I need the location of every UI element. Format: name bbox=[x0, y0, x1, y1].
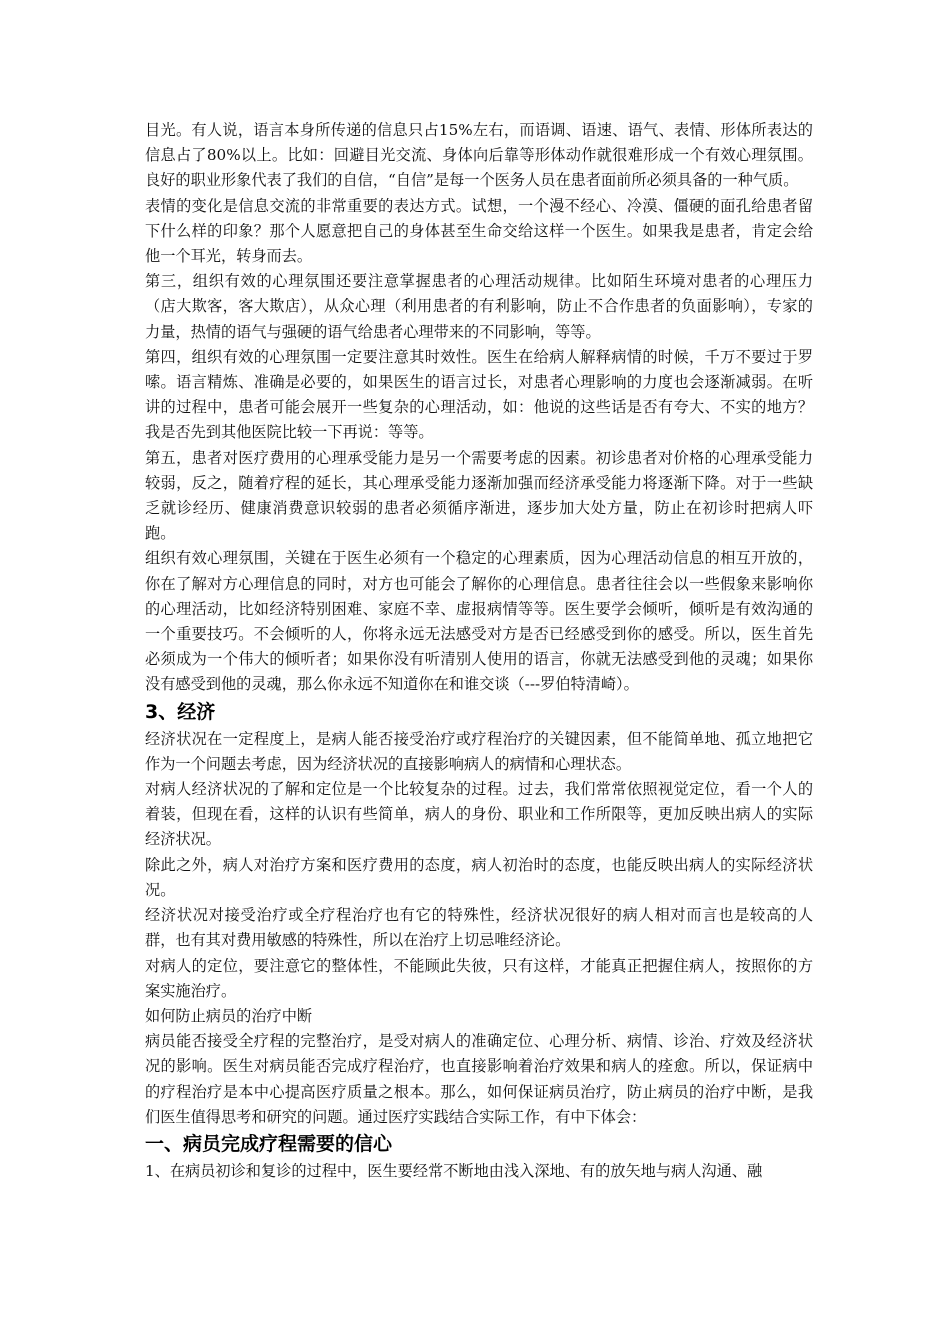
paragraph: 对病人的定位，要注意它的整体性，不能顾此失彼，只有这样，才能真正把握住病人，按照你的方案实施治疗。 bbox=[145, 956, 813, 1000]
section-heading-economy: 3、经济 bbox=[145, 700, 216, 723]
paragraph: 经济状况在一定程度上，是病人能否接受治疗或疗程治疗的关键因素，但不能简单地、孤立地把它作为一个问题去考虑，因为经济状况的直接影响病人的病情和心理状态。 bbox=[145, 729, 813, 773]
paragraph: 对病人经济状况的了解和定位是一个比较复杂的过程。过去，我们常常依照视觉定位，看一个人的着装，但现在看，这样的认识有些简单，病人的身份、职业和工作所限等，更加反映出病人的实际经济状况。 bbox=[145, 780, 813, 849]
paragraph: 目光。有人说，语言本身所传递的信息只占15%左右，而语调、语速、语气、表情、形体所表达的信息占了80%以上。比如：回避目光交流、身体向后靠等形体动作就很难形成一个有效心理氛围。良好的职业形象代表了我们的自信，“自信”是每一个医务人员在患者面前所必须具备的一种气质。 bbox=[145, 121, 813, 190]
paragraph: 第五，患者对医疗费用的心理承受能力是另一个需要考虑的因素。初诊患者对价格的心理承受能力较弱，反之，随着疗程的延长，其心理承受能力逐渐加强而经济承受能力将逐渐下降。对于一些缺乏就诊经历、健康消费意识较弱的患者必须循序渐进，逐步加大处方量，防止在初诊时把病人吓跑。 bbox=[145, 448, 813, 543]
paragraph: 除此之外，病人对治疗方案和医疗费用的态度，病人初治时的态度，也能反映出病人的实际经济状况。 bbox=[145, 855, 813, 899]
paragraph: 表情的变化是信息交流的非常重要的表达方式。试想，一个漫不经心、冷漠、僵硬的面孔给患者留下什么样的印象？那个人愿意把自己的身体甚至生命交给这样一个医生。如果我是患者，肯定会给他一个耳光，转身而去。 bbox=[145, 196, 813, 266]
paragraph: 第三，组织有效的心理氛围还要注意掌握患者的心理活动规律。比如陌生环境对患者的心理压力（店大欺客，客大欺店），从众心理（利用患者的有利影响，防止不合作患者的负面影响），专家的力量，热情的语气与强硬的语气给患者心理带来的不同影响，等等。 bbox=[145, 272, 813, 341]
paragraph: 1、在病员初诊和复诊的过程中，医生要经常不断地由浅入深地、有的放矢地与病人沟通、融 bbox=[145, 1161, 763, 1180]
paragraph: 第四，组织有效的心理氛围一定要注意其时效性。医生在给病人解释病情的时候，千万不要过于罗嗦。语言精炼、准确是必要的，如果医生的语言过长，对患者心理影响的力度也会逐渐减弱。在听讲的过程中，患者可能会展开一些复杂的心理活动，如：他说的这些话是否有夸大、不实的地方？我是否先到其他医院比较一下再说：等等。 bbox=[145, 347, 813, 442]
document-body bbox=[145, 118, 813, 1184]
paragraph: 组织有效心理氛围，关键在于医生必须有一个稳定的心理素质，因为心理活动信息的相互开放的，你在了解对方心理信息的同时，对方也可能会了解你的心理信息。患者往往会以一些假象来影响你的心理活动，比如经济特别困难、家庭不幸、虚报病情等等。医生要学会倾听，倾听是有效沟通的一个重要技巧。不会倾听的人，你将永远无法感受对方是否已经感受到你的感受。所以，医生首先必须成为一个伟大的倾听者；如果你没有听清别人使用的语言，你就无法感受到他的灵魂；如果你没有感受到他的灵魂，那么你永远不知道你在和谁交谈（---罗伯特清崎）。 bbox=[145, 549, 813, 694]
section-heading-confidence: 一、病员完成疗程需要的信心 bbox=[145, 1132, 393, 1155]
paragraph: 病员能否接受全疗程的完整治疗，是受对病人的准确定位、心理分析、病情、诊治、疗效及经济状况的影响。医生对病员能否完成疗程治疗，也直接影响着治疗效果和病人的痊愈。所以，保证病中的疗程治疗是本中心提高医疗质量之根本。那么，如何保证病员治疗，防止病员的治疗中断，是我们医生值得思考和研究的问题。通过医疗实践结合实际工作，有中下体会： bbox=[145, 1032, 813, 1126]
subsection-title: 如何防止病员的治疗中断 bbox=[145, 1006, 313, 1025]
paragraph: 经济状况对接受治疗或全疗程治疗也有它的特殊性，经济状况很好的病人相对而言也是较高的人群，也有其对费用敏感的特殊性，所以在治疗上切忌唯经济论。 bbox=[145, 906, 813, 950]
